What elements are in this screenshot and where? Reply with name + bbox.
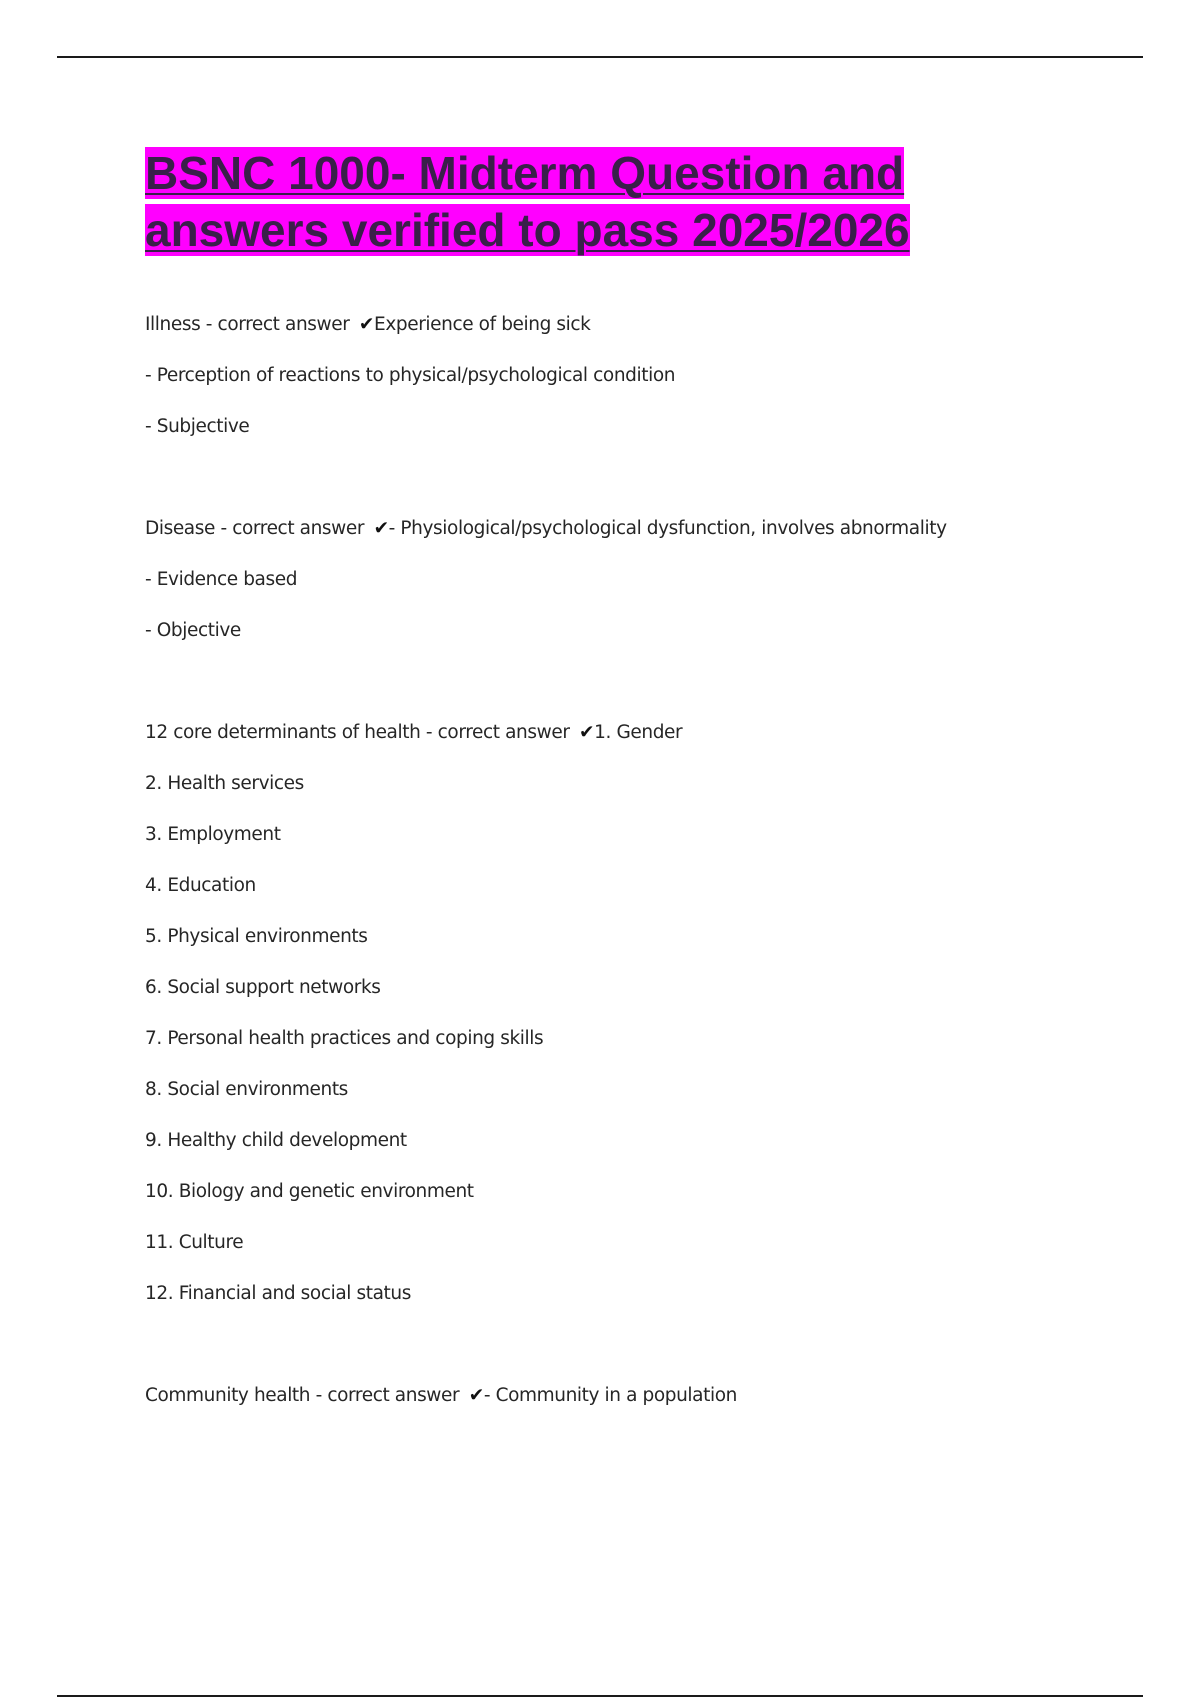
qa-term: Illness - correct answer bbox=[145, 314, 355, 335]
check-icon: ✔ bbox=[579, 722, 595, 743]
document-title-text: BSNC 1000- Midterm Question and answers verified to pass 2025/2026 bbox=[145, 147, 910, 256]
qa-term: Community health - correct answer bbox=[145, 1385, 465, 1406]
qa-illness bbox=[145, 299, 1125, 452]
footer-rule bbox=[57, 1695, 1143, 1697]
document-body bbox=[145, 145, 1125, 1421]
qa-answer-line: - Evidence based bbox=[145, 569, 298, 590]
qa-question-line bbox=[145, 1370, 1125, 1421]
qa-answer: - Community in a population bbox=[483, 1385, 737, 1406]
list-item: 6. Social support networks bbox=[145, 977, 381, 998]
qa-term: Disease - correct answer bbox=[145, 518, 370, 539]
list-item: 10. Biology and genetic environment bbox=[145, 1181, 474, 1202]
qa-question-line bbox=[145, 503, 1125, 554]
list-item: 4. Education bbox=[145, 875, 256, 896]
list-item: 2. Health services bbox=[145, 773, 304, 794]
list-item: 7. Personal health practices and coping skills bbox=[145, 1028, 544, 1049]
check-icon: ✔ bbox=[468, 1385, 484, 1406]
qa-answer: Experience of being sick bbox=[374, 314, 591, 335]
qa-question-line bbox=[145, 299, 1125, 350]
list-item: 12. Financial and social status bbox=[145, 1283, 411, 1304]
document-title bbox=[145, 145, 975, 259]
qa-answer: 1. Gender bbox=[594, 722, 683, 743]
qa-determinants bbox=[145, 707, 1125, 1319]
qa-term: 12 core determinants of health - correct answer bbox=[145, 722, 576, 743]
header-rule bbox=[57, 56, 1143, 58]
qa-answer-line: - Perception of reactions to physical/psychological condition bbox=[145, 365, 676, 386]
qa-answer: - Physiological/psychological dysfunction, involves abnormality bbox=[388, 518, 947, 539]
list-item: 5. Physical environments bbox=[145, 926, 368, 947]
qa-community bbox=[145, 1370, 1125, 1421]
list-item: 3. Employment bbox=[145, 824, 281, 845]
qa-disease bbox=[145, 503, 1125, 656]
list-item: 11. Culture bbox=[145, 1232, 244, 1253]
check-icon: ✔ bbox=[358, 314, 375, 335]
qa-question-line bbox=[145, 707, 1125, 758]
list-item: 9. Healthy child development bbox=[145, 1130, 407, 1151]
qa-answer-line: - Subjective bbox=[145, 416, 250, 437]
check-icon: ✔ bbox=[373, 518, 389, 539]
list-item: 8. Social environments bbox=[145, 1079, 348, 1100]
qa-answer-line: - Objective bbox=[145, 620, 241, 641]
